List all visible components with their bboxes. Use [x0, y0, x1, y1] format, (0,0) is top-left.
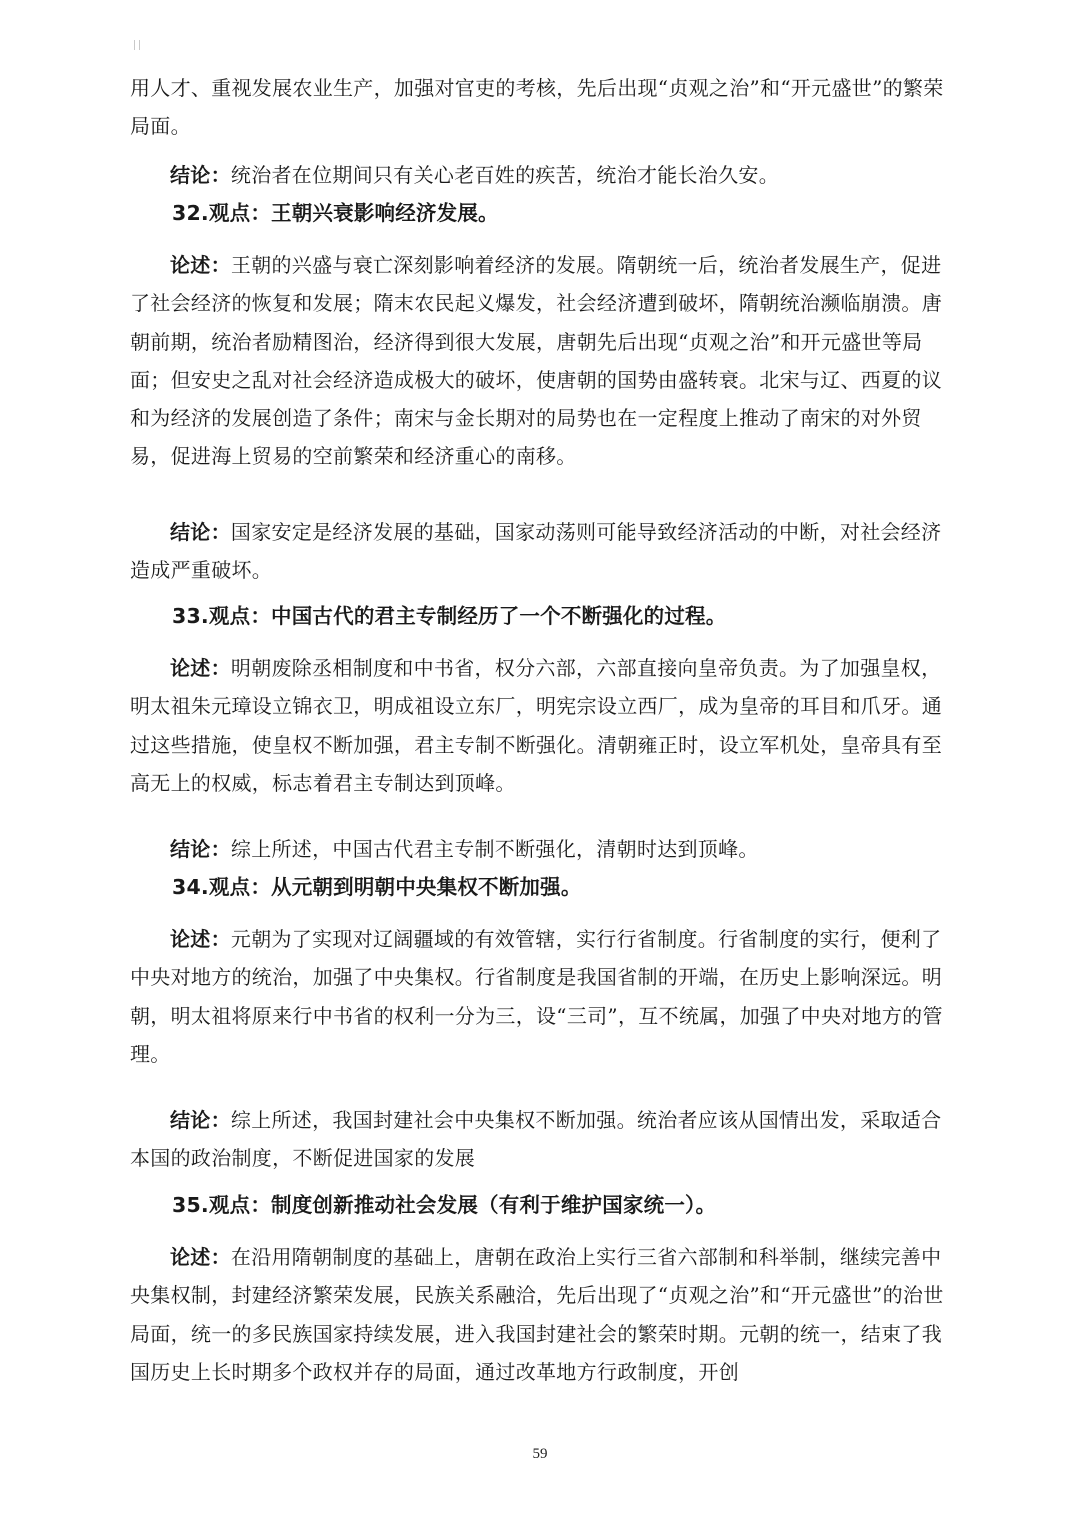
argument-label: 论述：: [170, 253, 231, 277]
argument-label: 论述：: [170, 656, 231, 680]
argument-paragraph-32: [130, 246, 958, 476]
argument-text: 明朝废除丞相制度和中书省，权分六部，六部直接向皇帝负责。为了加强皇权，明太祖朱元璋设立锦衣卫，明成祖设立东厂，明宪宗设立西厂，成为皇帝的耳目和爪牙。通过这些措施，使皇权不断加强，君主专制不断强化。清朝雍正时，设立军机处，皇帝具有至高无上的权威，标志着君主专制达到顶峰。: [130, 656, 942, 795]
section-heading-35: 35.观点：制度创新推动社会发展（有利于维护国家统一）。: [172, 1193, 717, 1217]
conclusion-text: 综上所述，我国封建社会中央集权不断加强。统治者应该从国情出发，采取适合本国的政治制度，不断促进国家的发展: [130, 1108, 942, 1171]
section-heading-32: 32.观点：王朝兴衰影响经济发展。: [172, 201, 499, 225]
section-heading-34: 34.观点：从元朝到明朝中央集权不断加强。: [172, 875, 582, 899]
conclusion-paragraph-34: [130, 1101, 958, 1178]
argument-paragraph-35: [130, 1238, 958, 1391]
conclusion-label: 结论：: [170, 1108, 231, 1132]
section-heading-33: 33.观点：中国古代的君主专制经历了一个不断强化的过程。: [172, 604, 727, 628]
conclusion-text: 国家安定是经济发展的基础，国家动荡则可能导致经济活动的中断，对社会经济造成严重破坏。: [130, 520, 942, 583]
argument-paragraph-33: [130, 649, 958, 802]
intro-conclusion: [130, 156, 958, 194]
conclusion-paragraph-32: [130, 513, 958, 590]
conclusion-text: 统治者在位期间只有关心老百姓的疾苦，统治才能长治久安。: [230, 163, 780, 187]
conclusion-paragraph-33: [130, 830, 958, 868]
conclusion-label: 结论：: [170, 163, 231, 187]
conclusion-label: 结论：: [170, 520, 231, 544]
conclusion-label: 结论：: [170, 837, 231, 861]
scan-mark: [134, 40, 140, 50]
argument-label: 论述：: [170, 1245, 231, 1269]
argument-text: 在沿用隋朝制度的基础上，唐朝在政治上实行三省六部制和科举制，继续完善中央集权制，封建经济繁荣发展，民族关系融洽，先后出现了“贞观之治”和“开元盛世”的治世局面，统一的多民族国家持续发展，进入我国封建社会的繁荣时期。元朝的统一，结束了我国历史上长时期多个政权并存的局面，通过改革地方行政制度，开创: [130, 1245, 944, 1384]
argument-paragraph-34: [130, 920, 958, 1073]
conclusion-text: 综上所述，中国古代君主专制不断强化，清朝时达到顶峰。: [230, 837, 759, 861]
argument-text: 王朝的兴盛与衰亡深刻影响着经济的发展。隋朝统一后，统治者发展生产，促进了社会经济的恢复和发展；隋末农民起义爆发，社会经济遭到破坏，隋朝统治濒临崩溃。唐朝前期，统治者励精图治，经济得到很大发展，唐朝先后出现“贞观之治”和开元盛世等局面；但安史之乱对社会经济造成极大的破坏，使唐朝的国势由盛转衰。北宋与辽、西夏的议和为经济的发展创造了条件；南宋与金长期对的局势也在一定程度上推动了南宋的对外贸易，促进海上贸易的空前繁荣和经济重心的南移。: [130, 253, 942, 469]
intro-paragraph: 用人才、重视发展农业生产，加强对官吏的考核，先后出现“贞观之治”和“开元盛世”的繁荣局面。: [130, 76, 944, 139]
page-number: 59: [532, 1446, 548, 1462]
argument-text: 元朝为了实现对辽阔疆域的有效管辖，实行行省制度。行省制度的实行，便利了中央对地方的统治，加强了中央集权。行省制度是我国省制的开端，在历史上影响深远。明朝，明太祖将原来行中书省的权利一分为三，设“三司”，互不统属，加强了中央对地方的管理。: [130, 927, 943, 1066]
argument-label: 论述：: [170, 927, 231, 951]
